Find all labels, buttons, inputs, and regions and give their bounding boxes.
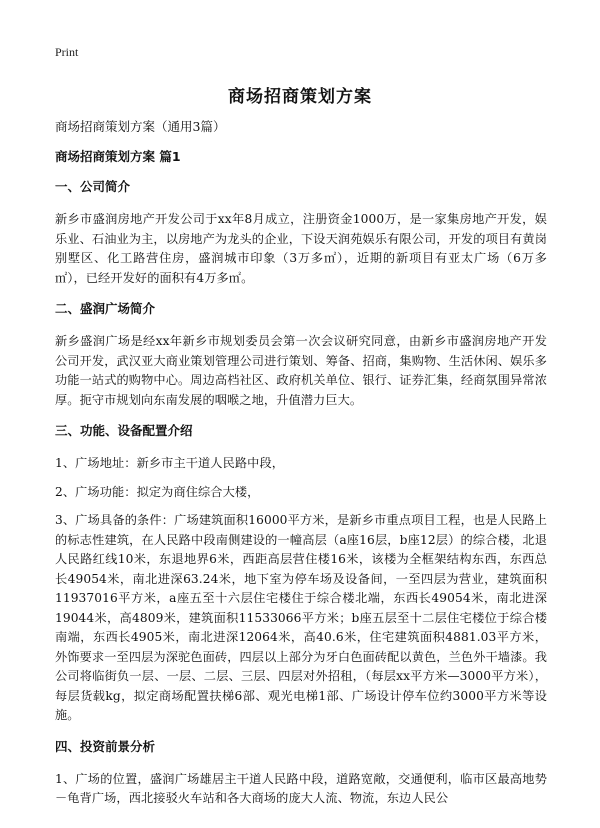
- print-link[interactable]: Print: [55, 45, 79, 59]
- part-title: 商场招商策划方案 篇1: [55, 149, 181, 164]
- paragraph-plaza-function: 2、广场功能：拟定为商住综合大楼，: [55, 484, 260, 499]
- section-heading-plaza-intro: 二、盛润广场简介: [55, 301, 156, 316]
- paragraph-company-intro: 新乡市盛润房地产开发公司于xx年8月成立，注册资金1000万，是一家集房地产开发，娱乐业、石油业为主，以房地产为龙头的企业，下设天润苑娱乐有限公司，开发的项目有黄岗别墅区、化工路营住房，盛润城市印象（3万多㎡），近期的新项目有亚太广场（6万多㎡），已经开发好的面积有4万多㎡。: [55, 212, 547, 285]
- section-heading-company-intro: 一、公司简介: [55, 179, 131, 194]
- section-heading-investment: 四、投资前景分析: [55, 738, 156, 754]
- document-body: [55, 118, 547, 821]
- page-title: 商场招商策划方案: [228, 87, 372, 107]
- document-subtitle: 商场招商策划方案（通用3篇）: [55, 119, 226, 134]
- paragraph-plaza-intro: 新乡盛润广场是经xx年新乡市规划委员会第一次会议研究同意，由新乡市盛润房地产开发公司开发，武汉亚大商业策划管理公司进行策划、筹备、招商，集购物、生活休闲、娱乐多功能一站式的购物中心。周边高档社区、政府机关单位、银行、证券汇集，经商氛围异常浓厚。扼守市规划向东南发展的咽喉之地，升值潜力巨大。: [55, 334, 547, 407]
- paragraph-location: 1、广场的位置，盛润广场雄居主干道人民路中段，道路宽敞，交通便利，临市区最高地势－龟背广场，西北接驳火车站和各大商场的庞大人流、物流，东边人民公: [55, 771, 547, 805]
- section-heading-functions: 三、功能、设备配置介绍: [55, 423, 193, 438]
- paragraph-plaza-address: 1、广场地址：新乡市主干道人民路中段，: [55, 456, 285, 470]
- paragraph-plaza-conditions: 3、广场具备的条件：广场建筑面积16000平方米，是新乡市重点项目工程，也是人民路上的标志性建筑，在人民路中段南侧建设的一幢高层（a座16层，b座12层）的综合楼，北退人民路红线10米，东退地界6米，西距高层营住楼16米，该楼为全框架结构东西，东西总长49054米，南北进深63.24米，地下室为停车场及设备间，一至四层为营业，建筑面积11937016平方米，a座五至十六层住宅楼住于综合楼北端，东西长49054米，南北进深19044米，高4809米，建筑面积11533066平方米；b座五层至十二层住宅楼位于综合楼南端，东西长4905米，南北进深12064米，高40.6米，住宅建筑面积4881.03平方米，外饰要求一至四层为深驼色面砖，四层以上部分为牙白色面砖配以黄色，兰色外干墙漆。我公司将临街负一层、一层、二层、三层、四层对外招租，（每层xx平方米—3000平方米），每层货载kg，拟定商场配置扶梯6部、观光电梯1部、广场设计停车位约3000平方米等设施。: [55, 513, 547, 722]
